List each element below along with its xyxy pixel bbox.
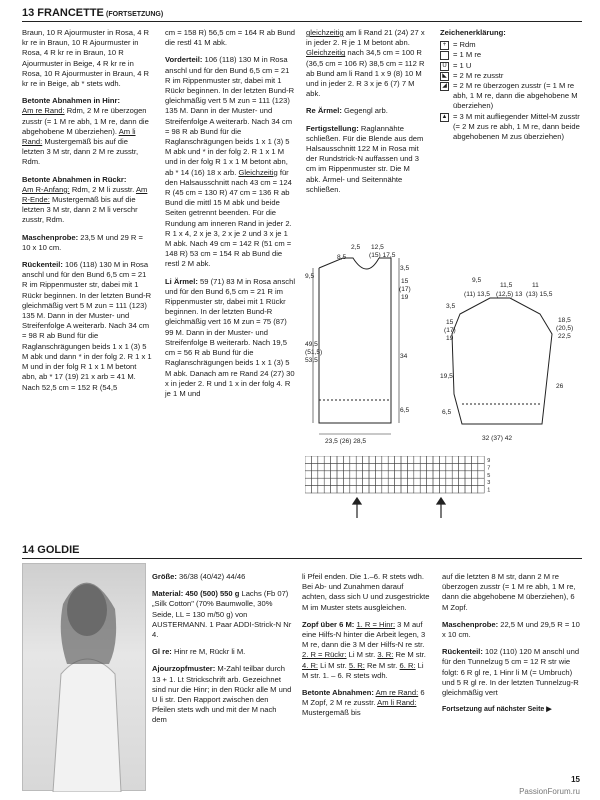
chart-cell [375, 478, 381, 485]
chart-cell [465, 456, 471, 463]
chart-cell [343, 486, 349, 493]
chart-row-number: 9 [487, 458, 491, 464]
chart-cell [439, 471, 445, 478]
chart-cell [356, 456, 362, 463]
legend-text: = 3 M mit aufliegender Mittel-M zusstr (= 2 M zus re abh, 1 M re, dann beide abgehobenen M zus überziehen) [453, 111, 580, 142]
paragraph: Maschenprobe: 22,5 M und 29,5 R = 10 x 10 cm. [442, 619, 580, 640]
chart-cell [324, 486, 330, 493]
chart-cell [375, 456, 381, 463]
chart-cell [363, 478, 369, 485]
label: 18,5 [558, 317, 571, 324]
paragraph: Betonte Abnahmen in Hinr: Am re Rand: Rdm, 2 M re überzogen zusstr (= 1 M re abh, 1 M re, dann die abgehobene M überziehen). Am li Rand: Mustergemäß bis auf die letzten 3 M str, dann 2 M re zusstr, Rdm. [22, 96, 149, 167]
chart-cell [343, 478, 349, 485]
chart-cell [388, 456, 394, 463]
chart-cell [420, 478, 426, 485]
chart-cell [311, 486, 317, 493]
chart-cell [465, 486, 471, 493]
chart-cell [439, 486, 445, 493]
chart-cell [343, 471, 349, 478]
chart-cell [439, 478, 445, 485]
section-title: 13 FRANCETTE [22, 7, 104, 19]
legend-item [440, 71, 580, 81]
stitch-chart [305, 456, 505, 518]
legend-symbol-icon [440, 51, 449, 60]
legend-symbol-icon: ◢ [440, 82, 449, 91]
chart-cell [382, 456, 388, 463]
paragraph: Ajourzopfmuster: M-Zahl teilbar durch 13 + 1. Lt Strickschrift arb. Gezeichnet sind nur die Hinr; in den Rückr alle M und U li str. Den Rapport zwischen den Pfeilen stets wdh und mit der M nach dem [152, 664, 292, 725]
chart-cell [471, 471, 477, 478]
chart-row-number: 1 [487, 487, 491, 494]
section-header-goldie [22, 543, 582, 559]
chart-cell [331, 463, 337, 470]
chart-cell [401, 478, 407, 485]
label: (12,5) 13 [496, 291, 523, 298]
label: 2,5 [351, 244, 361, 251]
chart-cell [433, 471, 439, 478]
section-header-francette [22, 6, 582, 22]
paragraph: Material: 450 (500) 550 g Lachs (Fb 07) „Silk Cotton" (70% Baumwolle, 30% Seide, LL = 130 m/50 g) von AUSTERMANN. 1 Paar ADDI-Strick-N Nr 4. [152, 589, 292, 640]
legend-symbol-icon: U [440, 62, 449, 71]
chart-cell [369, 456, 375, 463]
watermark: PassionForum.ru [519, 787, 580, 796]
chart-cell [446, 471, 452, 478]
chart-cell [331, 471, 337, 478]
chart-cell [337, 486, 343, 493]
chart-cell [459, 471, 465, 478]
page-number: 15 [571, 775, 580, 784]
chart-cell [311, 478, 317, 485]
chart-cell [452, 478, 458, 485]
legend-symbol-icon: ◣ [440, 72, 449, 81]
chart-cell [401, 486, 407, 493]
chart-cell [452, 456, 458, 463]
label: 6,5 [442, 409, 452, 416]
chart-cell [433, 478, 439, 485]
legend-item [440, 50, 580, 60]
legend-text: = 2 M re zusstr [453, 70, 504, 80]
chart-cell [356, 463, 362, 470]
goldie-column-3 [442, 572, 580, 722]
chart-cell [318, 486, 324, 493]
label: 3,5 [400, 265, 410, 272]
chart-cell [407, 456, 413, 463]
chart-cell [305, 456, 311, 463]
label: (17) [399, 286, 411, 293]
chart-cell [311, 456, 317, 463]
label: (15) 17,5 [369, 252, 396, 259]
paragraph: Zopf über 6 M: 1. R = Hinr: 3 M auf eine Hilfs-N hinter die Arbeit legen, 3 M re, dann die 3 M der Hilfs-N re str. 2. R = Rückr: Li M str. 3. R: Re M str. 4. R: Li M str. 5. R: Re M str. 6. R: Li M str. 1. – 6. R stets wdh. [302, 619, 426, 680]
photo-placeholder-icon [23, 564, 147, 792]
chart-cell [401, 463, 407, 470]
label: 9,5 [305, 273, 315, 280]
chart-row-number: 3 [487, 480, 491, 487]
chart-cell [452, 486, 458, 493]
chart-cell [350, 463, 356, 470]
chart-cell [407, 471, 413, 478]
chart-cell [407, 463, 413, 470]
goldie-column-1 [152, 572, 292, 733]
chart-cell [459, 486, 465, 493]
label: 15 [446, 319, 454, 326]
chart-cell [459, 456, 465, 463]
label: 26 [556, 383, 564, 390]
chart-cell [350, 478, 356, 485]
legend [440, 28, 580, 142]
chart-cell [395, 463, 401, 470]
label: 19 [401, 294, 409, 301]
chart-row-number: 7 [487, 465, 491, 472]
chart-cell [478, 463, 484, 470]
chart-cell [305, 463, 311, 470]
chart-cell [465, 471, 471, 478]
paragraph: Re Ärmel: Gegengl arb. [306, 106, 388, 116]
paragraph: Li Ärmel: 59 (71) 83 M in Rosa anschl und für den Bund 6,5 cm = 21 R im Rippenmuster str, dabei mit 1 Rückr beginnen. In der letzten Bund-R gleichmäßig vert 16 M zun = 75 (87) 99 M. Dann in der Muster- und Streifenfolge B weiterarb. Nach 19,5 cm = 56 R ab Bund für die Raglanschrägungen beids 1 x 1 (3) 5 M abk. Danach am re Rand 24 (27) 30 x in jeder 2. R und 1 x in der folg 4. R je 1 M und [165, 276, 296, 398]
label: 11,5 [500, 282, 513, 289]
sleeve-outline [452, 298, 552, 424]
chart-cell [414, 478, 420, 485]
paragraph: Rückenteil: 102 (110) 120 M anschl und für den Tunnelzug 5 cm = 12 R str wie folgt: 6 R gl re, 1 Hinr li M (= Umbruch) und 5 R gl re. In der letzten Tunnelzug-R gleichmäßig vert [442, 647, 580, 698]
label: 8,5 [337, 254, 347, 261]
paragraph: Maschenprobe: 23,5 M und 29 R = 10 x 10 cm. [22, 232, 143, 252]
chart-cell [363, 471, 369, 478]
arrow-left-icon [353, 498, 361, 504]
legend-text: = 2 M re überzogen zusstr (= 1 M re abh, 1 M re, dann die abgehobene M überziehen) [453, 81, 578, 111]
chart-cell [363, 486, 369, 493]
chart-cell [414, 463, 420, 470]
label: 11 [532, 282, 539, 289]
chart-cell [414, 456, 420, 463]
chart-cell [363, 463, 369, 470]
chart-cell [363, 456, 369, 463]
chart-cell [446, 486, 452, 493]
chart-cell [337, 463, 343, 470]
chart-cell [420, 463, 426, 470]
chart-cell [478, 471, 484, 478]
chart-cell [427, 478, 433, 485]
chart-cell [375, 463, 381, 470]
chart-row-number: 5 [487, 472, 491, 479]
paragraph: Gl re: Hinr re M, Rückr li M. [152, 647, 246, 657]
chart-cell [420, 471, 426, 478]
label: (11) 13,5 [464, 291, 490, 298]
chart-cell [331, 456, 337, 463]
chart-cell [311, 463, 317, 470]
chart-cell [369, 471, 375, 478]
label: 34 [400, 353, 408, 360]
arrow-right-icon [437, 498, 445, 504]
chart-cell [382, 486, 388, 493]
chart-cell [459, 463, 465, 470]
chart-cell [395, 471, 401, 478]
label: (20,5) [556, 325, 574, 332]
chart-cell [318, 478, 324, 485]
paragraph: Braun, 10 R Ajourmuster in Rosa, 4 R kr re in Braun, 10 R Ajourmuster in Rosa, 4 R kr re in Braun, 10 R Ajourmuster in Beige, 4 R kr re in Rosa, 10 R Ajourmuster in Braun, 4 R kr re in Beige, ab * stets wdh. [22, 28, 150, 89]
chart-cell [375, 486, 381, 493]
chart-cell [427, 486, 433, 493]
chart-cell [337, 478, 343, 485]
body-right [367, 258, 391, 423]
chart-cell [407, 486, 413, 493]
chart-cell [420, 456, 426, 463]
label: 3,5 [446, 303, 456, 310]
paragraph: cm = 158 R) 56,5 cm = 164 R ab Bund die restl 41 M abk. [165, 28, 296, 48]
paragraph: Vorderteil: 106 (118) 130 M in Rosa anschl und für den Bund 6,5 cm = 21 R im Rippenmuster str, dabei mit 1 Rückr beginnen. In der letzten Bund-R gleichmäßig vert 5 M zun = 111 (123) 135 M. Dann in der Muster- und Streifenfolge A weiterarb. Nach 34 cm = 98 R ab Bund für die Raglanschrägungen beids 1 x 1 (3) 5 M abk und * in der folg 2. R 1 x 1 M und in der folg R 1 x 1 M betont abn, ab * 14 (16) 18 x arb. Gleichzeitig für den Halsausschnitt nach 43 cm = 124 R (45 cm = 130 R) 47 cm = 136 R ab Bund die mittl 15 M abk und beide Seiten getrennt beenden. Für die Rundung am inneren Rand in jeder 2. R 1 x 4, 2 x je 3, 2 x je 2 und 3 x je 1 M abk. Nach 49 cm = 142 R (51 cm = 148 R) 53 cm = 154 R ab Bund die restl 2 M abk. [165, 55, 295, 269]
chart-cell [427, 471, 433, 478]
paragraph: Betonte Abnahmen in Rückr: Am R-Anfang: Rdm, 2 M li zusstr. Am R-Ende: Mustergemäß bis auf die letzten 3 M str, dann 2 M li verschr zusstr, Rdm. [22, 174, 148, 225]
sleeve-schematic [440, 268, 585, 446]
chart-cell [471, 463, 477, 470]
chart-cell [388, 471, 394, 478]
chart-cell [343, 456, 349, 463]
label: (17) [444, 327, 456, 334]
label: 19,5 [440, 373, 453, 380]
legend-text: = Rdm [453, 40, 476, 50]
chart-cell [337, 456, 343, 463]
chart-cell [471, 478, 477, 485]
chart-cell [350, 471, 356, 478]
paragraph: Größe: 36/38 (40/42) 44/46 [152, 572, 246, 581]
text-column-2 [165, 28, 295, 406]
legend-item [440, 40, 580, 50]
legend-item [440, 61, 580, 71]
chart-cell [478, 456, 484, 463]
chart-cell [414, 486, 420, 493]
label: 32 (37) 42 [482, 435, 513, 442]
chart-cell [375, 471, 381, 478]
chart-cell [369, 463, 375, 470]
chart-cell [427, 463, 433, 470]
goldie-column-2 [302, 572, 430, 726]
chart-cell [401, 471, 407, 478]
label: 9,5 [472, 277, 482, 284]
chart-cell [471, 486, 477, 493]
chart-cell [337, 471, 343, 478]
chart-cell [305, 471, 311, 478]
paragraph: Betonte Abnahmen: Am re Rand: 6 M Zopf, 2 M re zusstr. Am li Rand: Mustergemäß bis [302, 688, 425, 718]
chart-cell [324, 478, 330, 485]
chart-cell [439, 463, 445, 470]
paragraph: Fertigstellung: Raglannähte schließen. Für die Blende aus dem Halsausschnitt 122 M in Rosa mit der Rundstrick-N auffassen und 3 cm im Rippenmuster str. Die M abk. Ärmel- und Seitennähte schließen. [306, 123, 424, 194]
chart-cell [382, 471, 388, 478]
label: 12,5 [371, 244, 384, 251]
chart-cell [388, 486, 394, 493]
chart-cell [382, 478, 388, 485]
chart-cell [446, 478, 452, 485]
chart-cell [343, 463, 349, 470]
chart-cell [446, 463, 452, 470]
legend-item [440, 81, 580, 112]
chart-cell [427, 456, 433, 463]
chart-cell [395, 456, 401, 463]
chart-cell [478, 486, 484, 493]
chart-cell [407, 478, 413, 485]
chart-cell [439, 456, 445, 463]
chart-cell [414, 471, 420, 478]
legend-title: Zeichenerklärung: [440, 28, 506, 37]
chart-cell [395, 478, 401, 485]
legend-item [440, 112, 580, 143]
continue-note[interactable]: Fortsetzung auf nächster Seite ▶ [442, 706, 552, 714]
section-title: 14 GOLDIE [22, 544, 80, 556]
label: 22,5 [558, 333, 571, 340]
chart-cell [318, 456, 324, 463]
chart-cell [356, 478, 362, 485]
chart-cell [401, 456, 407, 463]
chart-cell [452, 471, 458, 478]
chart-cell [324, 456, 330, 463]
chart-cell [420, 486, 426, 493]
label: (13) 15,5 [526, 291, 553, 298]
paragraph: Rückenteil: 106 (118) 130 M in Rosa anschl und für den Bund 6,5 cm = 21 R im Rippenmuster str, dabei mit 1 Rückr beginnen. In der letzten Bund-R gleichmäßig vert 5 M zun = 111 (123) 135 M. Dann in der Muster- und Streifenfolge A weiterarb. Nach 34 cm = 98 R ab Bund für die Raglanschrägungen beids 1 x 1 (3) 5 M abk und dann * in der folg 2. R 1 x 1 M und in der folg R 1 x 1 M betont abn, ab * 17 (19) 21 x arb = 41 M. Nach 52,5 cm = 152 R (54,5 [22, 260, 152, 392]
legend-symbol-icon: + [440, 41, 449, 50]
label: (51,5) [305, 349, 323, 356]
chart-cell [311, 471, 317, 478]
paragraph: gleichzeitig am li Rand 21 (24) 27 x in jeder 2. R je 1 M betont abn. Gleichzeitig nach 34,5 cm = 100 R (36,5 cm = 106 R) 38,5 cm = 112 R ab Bund am li Rand 1 x 9 (8) 10 M und in jeder 2. R 3 x je 6 (7) 7 M abk. [306, 28, 425, 99]
chart-cell [324, 471, 330, 478]
paragraph: auf die letzten 8 M str, dann 2 M re überzogen zusstr (= 1 M re abh, 1 M re, dann die abgehobene M überziehen), 6 M Zopf. [442, 572, 576, 612]
chart-cell [465, 478, 471, 485]
chart-cell [433, 486, 439, 493]
chart-cell [395, 486, 401, 493]
chart-cell [433, 463, 439, 470]
chart-cell [478, 478, 484, 485]
legend-text: = 1 U [453, 60, 472, 70]
chart-cell [318, 471, 324, 478]
legend-text: = 1 M re [453, 50, 482, 60]
chart-cell [459, 478, 465, 485]
chart-cell [331, 486, 337, 493]
chart-cell [331, 478, 337, 485]
paragraph: li Pfeil enden. Die 1.–6. R stets wdh. Bei Ab- und Zunahmen darauf achten, dass sich U und zusgestrickte M im Muster stets ausgleichen. [302, 572, 430, 612]
text-column-1 [22, 28, 152, 400]
chart-cell [350, 486, 356, 493]
chart-cell [388, 478, 394, 485]
label: 49,5 [305, 341, 318, 348]
chart-cell [433, 456, 439, 463]
chart-cell [369, 486, 375, 493]
chart-cell [356, 471, 362, 478]
chart-cell [318, 463, 324, 470]
chart-cell [452, 463, 458, 470]
label: 6,5 [400, 407, 410, 414]
chart-cell [465, 463, 471, 470]
section-subtitle: (FORTSETZUNG) [106, 11, 164, 18]
chart-cell [471, 456, 477, 463]
label: 23,5 (26) 28,5 [325, 438, 367, 445]
legend-symbol-icon: ▲ [441, 113, 448, 120]
chart-cell [350, 456, 356, 463]
label: 15 [401, 278, 409, 285]
chart-cell [382, 463, 388, 470]
neck-curve [319, 258, 379, 269]
chart-cell [446, 456, 452, 463]
text-column-3 [306, 28, 426, 202]
chart-cell [305, 478, 311, 485]
model-photo [22, 563, 146, 791]
chart-cell [388, 463, 394, 470]
chart-cell [356, 486, 362, 493]
chart-cell [369, 478, 375, 485]
label: 19 [446, 335, 454, 342]
chart-cell [305, 486, 311, 493]
chart-cell [324, 463, 330, 470]
label: 53,5 [305, 357, 318, 364]
body-schematic [305, 240, 425, 445]
